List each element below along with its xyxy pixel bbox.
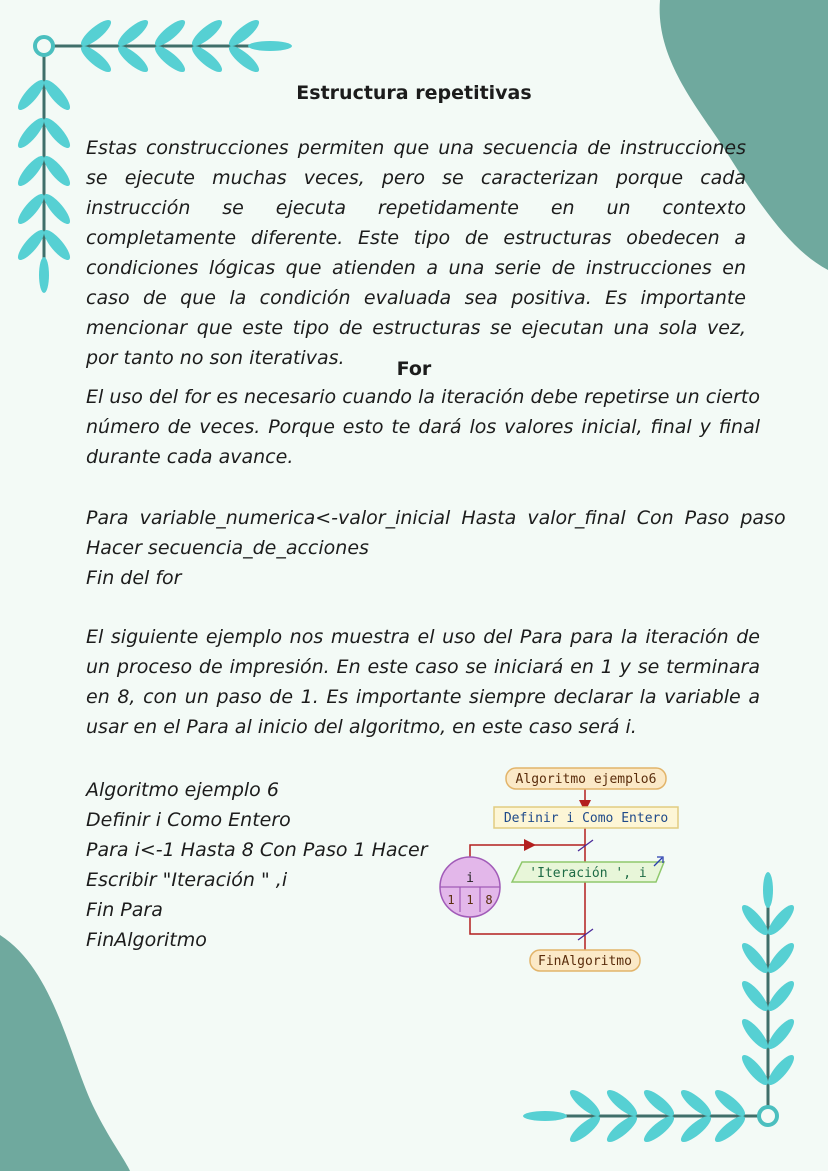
code-line: FinAlgoritmo <box>86 929 207 951</box>
code-line: Para i<-1 Hasta 8 Con Paso 1 Hacer <box>86 839 428 861</box>
loop-end-value: 8 <box>485 893 493 907</box>
loop-start-value: 1 <box>447 893 455 907</box>
for-paragraph: El uso del for es necesario cuando la iteración debe repetirse un cierto número de veces. Porque esto te dará los valores inicial, final y final durante cada avance. <box>86 386 760 468</box>
intro-paragraph: Estas construcciones permiten que una secuencia de instrucciones se ejecute muchas veces, pero se caracterizan porque cada instrucción se ejecuta repetidamente en un contexto completamente diferente. Este tipo de estructuras obedecen a condiciones lógicas que atienden a una serie de instrucciones en caso de que la condición evaluada sea positiva. Es importante mencionar que este tipo de estructuras se ejecutan una sola vez, por tanto no son iterativas. <box>86 137 746 369</box>
code-line: Escribir "Iteración " ,i <box>86 869 288 891</box>
end-label: FinAlgoritmo <box>538 954 632 969</box>
example-paragraph: El siguiente ejemplo nos muestra el uso del Para para la iteración de un proceso de impresión. En este caso se iniciará en 1 y se terminara en 8, con un paso de 1. Es importante siempre declarar la variable a usar en el Para al inicio del algoritmo, en este caso será i. <box>86 626 760 738</box>
define-label: Definir i Como Entero <box>503 811 669 826</box>
output-label: 'Iteración ', i <box>529 866 647 881</box>
syntax-line: Fin del for <box>86 567 182 589</box>
bottom-left-blob <box>0 935 130 1171</box>
syntax-line: Hacer secuencia_de_acciones <box>86 537 369 559</box>
for-heading: For <box>396 358 432 380</box>
code-line: Algoritmo ejemplo 6 <box>86 779 279 801</box>
syntax-line: Para variable_numerica<-valor_inicial Hasta valor_final Con Paso paso <box>86 507 786 529</box>
page-title: Estructura repetitivas <box>296 82 532 104</box>
start-label: Algoritmo ejemplo6 <box>515 772 657 787</box>
code-line: Fin Para <box>86 899 163 921</box>
code-line: Definir i Como Entero <box>86 809 291 831</box>
syntax-block <box>86 503 786 593</box>
flowchart <box>430 760 690 980</box>
code-block <box>86 775 426 955</box>
loop-step-value: 1 <box>466 893 474 907</box>
loop-variable: i <box>466 871 474 886</box>
loop-bottom-connector <box>470 910 585 934</box>
